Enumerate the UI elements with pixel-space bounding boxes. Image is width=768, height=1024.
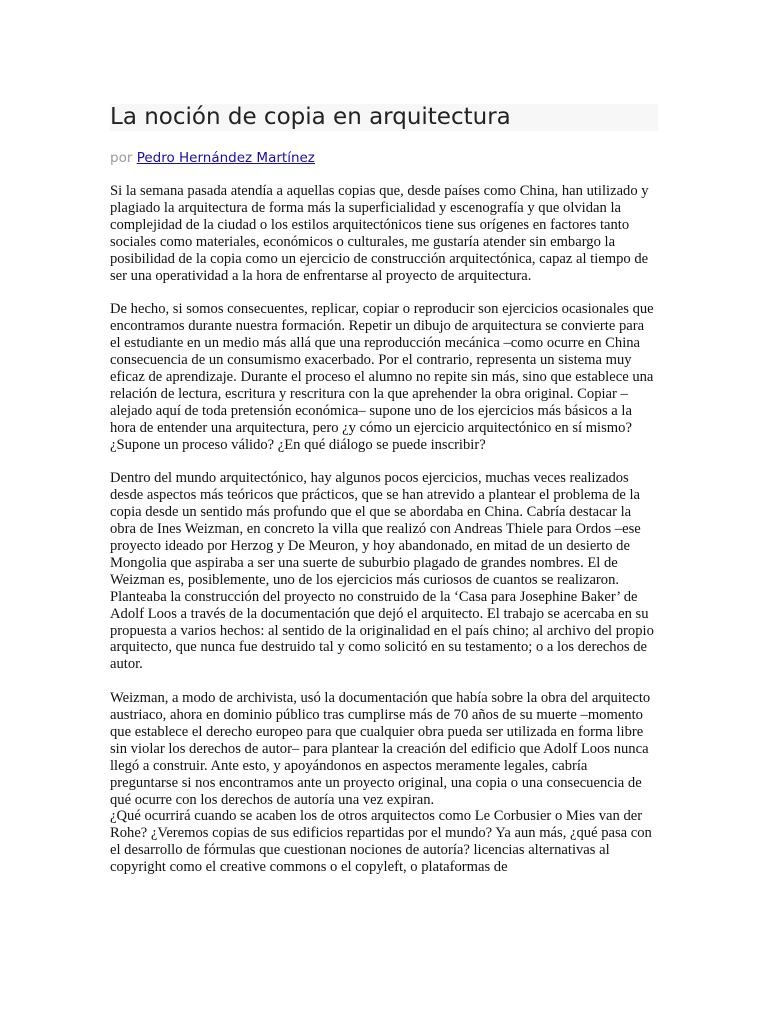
article [110, 104, 658, 893]
byline-prefix: por [110, 150, 133, 166]
paragraph-2: De hecho, si somos consecuentes, replicar, copiar o reproducir son ejercicios ocasionales que encontramos durante nuestra formación. Repetir un dibujo de arquitectura se convierte para el estudiante en un medio más allá que una reproducción mecánica –como ocurre en China consecuencia de un consumismo exacerbado. Por el contrario, representa un sistema muy eficaz de aprendizaje. Durante el proceso el alumno no repite sin más, sino que establece una relación de lectura, escritura y rescritura con la que aprehender la obra original. Copiar –alejado aquí de toda pretensión económica– supone uno de los ejercicios más básicos a la hora de entender una arquitectura, pero ¿y cómo un ejercicio arquitectónico en sí mismo? ¿Supone un proceso válido? ¿En qué diálogo se puede inscribir? [110, 301, 654, 453]
paragraph-1: Si la semana pasada atendía a aquellas copias que, desde países como China, han utilizado y plagiado la arquitectura de forma más la superficialidad y escenografía y que olvidan la complejidad de la ciudad o los estilos arquitectónicos tiene sus orígenes en factores tanto sociales como materiales, económicos o culturales, me gustaría atender sin embargo la posibilidad de la copia como un ejercicio de construcción arquitectónica, capaz al tiempo de ser una operatividad a la hora de enfrentarse al proyecto de arquitectura. [110, 183, 649, 284]
byline [110, 149, 658, 167]
paragraph-4: Weizman, a modo de archivista, usó la documentación que había sobre la obra del arquitecto austriaco, ahora en dominio público tras cumplirse más de 70 años de su muerte –momento que establece el derecho europeo para que cualquier obra pueda ser utilizada en forma libre sin violar los derechos de autor– para plantear la creación del edificio que Adolf Loos nunca llegó a construir. Ante esto, y apoyándonos en aspectos meramente legales, cabría preguntarse si nos encontramos ante un proyecto original, una copia o una consecuencia de qué ocurre con los derechos de autoría una vez expiran. [110, 690, 651, 808]
paragraph-5: ¿Qué ocurrirá cuando se acaben los de otros arquitectos como Le Corbusier o Mies van der Rohe? ¿Veremos copias de sus edificios repartidas por el mundo? Ya aun más, ¿qué pasa con el desarrollo de fórmulas que cuestionan nociones de autoría? licencias alternativas al copyright como el creative commons o el copyleft, o plataformas de [110, 808, 652, 876]
article-body [110, 183, 658, 876]
article-title: La noción de copia en arquitectura [110, 104, 658, 131]
paragraph-3: Dentro del mundo arquitectónico, hay algunos pocos ejercicios, muchas veces realizados desde aspectos más teóricos que prácticos, que se han atrevido a plantear el problema de la copia desde un sentido más profundo que el que se abordaba en China. Cabría destacar la obra de Ines Weizman, en concreto la villa que realizó con Andreas Thiele para Ordos –ese proyecto ideado por Herzog y De Meuron, y hoy abandonado, en mitad de un desierto de Mongolia que aspiraba a ser una suerte de suburbio plagado de grandes nombres. El de Weizman es, posiblemente, uno de los ejercicios más curiosos de cuantos se realizaron. Planteaba la construcción del proyecto no construido de la ‘Casa para Josephine Baker’ de Adolf Loos a través de la documentación que dejó el arquitecto. El trabajo se acercaba en su propuesta a varios hechos: al sentido de la originalidad en el país chino; al archivo del propio arquitecto, que nunca fue destruido tal y como solicitó en su testamento; o a los derechos de autor. [110, 470, 654, 673]
author-link[interactable]: Pedro Hernández Martínez [136, 150, 315, 166]
